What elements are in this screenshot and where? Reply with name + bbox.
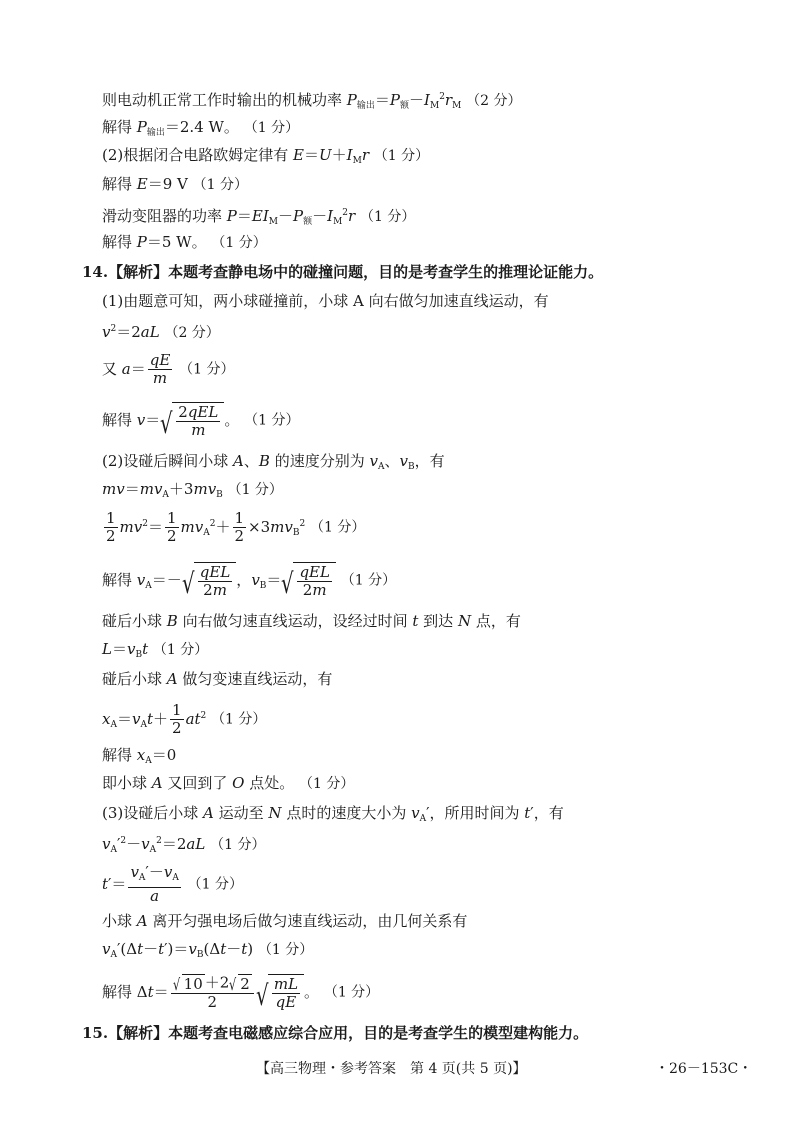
q14-ball-b-motion: 碰后小球 B 向右做匀速直线运动，设经过时间 t 到达 N 点，有 [102, 612, 521, 630]
q15-heading: 15.【解析】本题考查电磁感应综合应用，目的是考查学生的模型建构能力。 [82, 1024, 589, 1042]
q13-line-solve-p: 解得 P＝5 W。 （1 分） [102, 233, 267, 251]
footer-page-info: 【高三物理・参考答案 第 4 页(共 5 页)】 [256, 1061, 527, 1077]
q14-eq-solve-delta-t: 解得 Δt＝ √ 10 ＋2 √ 2 2 √ $\frac{mL}{qE}$ 。 （1 分） [102, 973, 380, 1012]
q14-eq-solve-v: 解得 v＝ √ $\frac{\text{2qEL}}{m}$ 。 （1 分） [102, 403, 300, 440]
q13-line-mech-power: 则电动机正常工作时输出的机械功率 $P_{输出}=P_额-I_M^2r_M$ （2 分） [102, 91, 522, 111]
q14-eq-kinematics: $v^2=2aL$ （2 分） [102, 323, 220, 341]
q14-eq-displacement: $x_A=v_At+$ $\frac{1}{2}$ $at^2$ （1 分） [102, 701, 267, 737]
q14-eq-geometry: $v_A'(\Delta t-t')=v_B(\Delta t-t)$ （1 分） [102, 940, 314, 960]
q14-eq-solve-velocities: 解得 $v_A=-$ √ $\frac{\text{qEL}}{2m}$ ，$v_B=$ √ $\frac{\text{qEL}}{2m}$ （1 分） [102, 563, 397, 600]
q14-eq-energy: $\frac{1}{2}$ $mv^2=$ $\frac{1}{2}$ $mv_A^2+$ $\frac{1}{2}$ $\times 3mv_B^2$ （1 分） [106, 509, 366, 545]
q14-heading: 14.【解析】本题考查静电场中的碰撞问题，目的是考查学生的推理论证能力。 [82, 263, 604, 281]
q14-eq-velocity-squared: $v_A'^2-v_A^2=2aL$ （1 分） [102, 835, 266, 855]
q13-formula-mech-power: $P_{输出}=P_额-I_M^2r_M$ [346, 91, 462, 111]
q14-conclusion: 即小球 A 又回到了 O 点处。 （1 分） [102, 774, 355, 792]
q14-ball-a-motion: 碰后小球 A 做匀变速直线运动，有 [102, 670, 333, 688]
q14-eq-acceleration: 又 a＝ $\frac{qE}{m}$ （1 分） [102, 351, 235, 387]
footer-code: ・26－153C・ [655, 1061, 753, 1077]
q13-line-solve-e: 解得 E＝9 V （1 分） [102, 175, 249, 193]
q14-part2-intro: (2)设碰后瞬间小球 A、B 的速度分别为 $v_A$、$v_B$，有 [102, 452, 445, 472]
q14-eq-momentum: $mv=mv_A+3mv_B$ （1 分） [102, 480, 283, 500]
q14-part1-intro: (1)由题意可知，两小球碰撞前，小球 A 向右做匀加速直线运动，有 [102, 292, 549, 310]
q13-line-ohm: (2)根据闭合电路欧姆定律有 $E=U+I_Mr$ （1 分） [102, 146, 430, 166]
q14-geometry-note: 小球 A 离开匀强电场后做匀速直线运动，由几何关系有 [102, 912, 468, 930]
q13-line-rheostat: 滑动变阻器的功率 $P=EI_M-P_额-I_M^2r$ （1 分） [102, 207, 416, 227]
q14-eq-distance: $L=v_Bt$ （1 分） [102, 640, 209, 660]
q13-line-solve-power: 解得 $P_{输出}=2.4$ W。 （1 分） [102, 118, 300, 138]
q14-eq-solve-xa: 解得 $x_A=0$ [102, 746, 177, 766]
q14-eq-time: t′＝ $\frac{v_A'-v_A}{a}$ （1 分） [102, 863, 243, 905]
q14-part3-intro: (3)设碰后小球 A 运动至 N 点时的速度大小为 $v_A'$，所用时间为 t′，有 [102, 804, 564, 824]
